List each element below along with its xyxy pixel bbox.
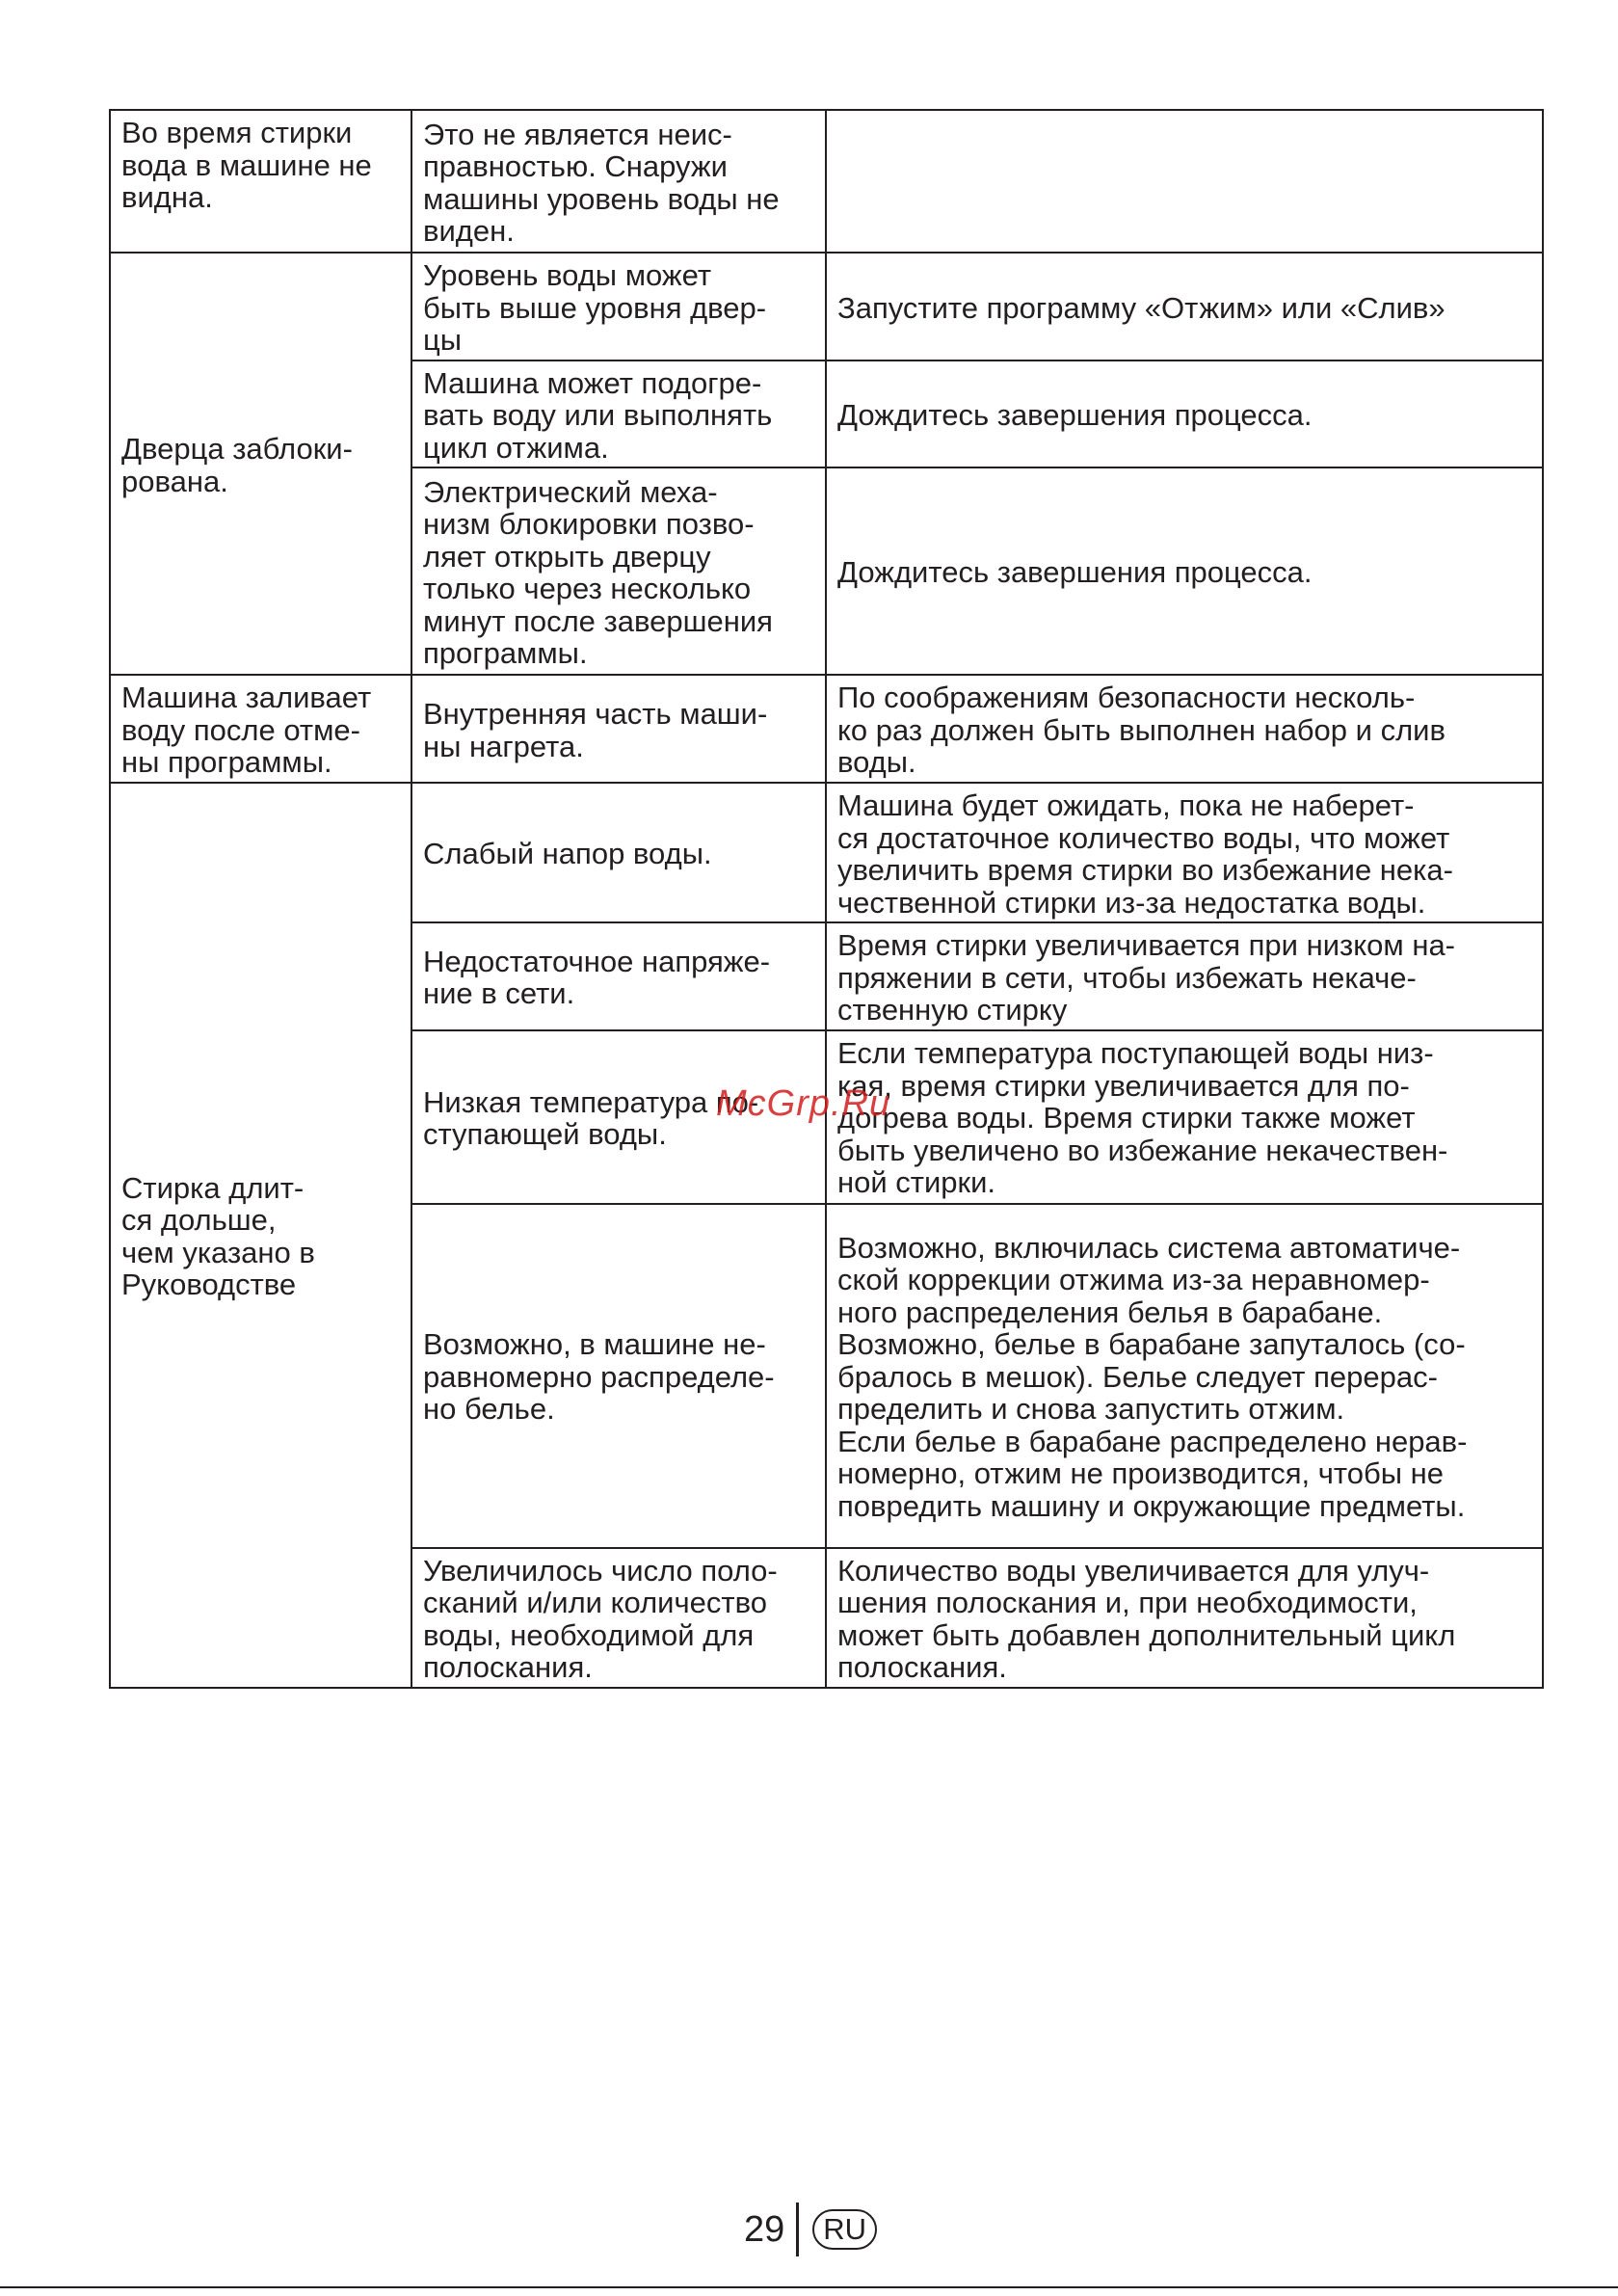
cause-cell: Увеличилось число поло- сканий и/или количество воды, необходимой для полоскания.	[411, 1548, 826, 1688]
solution-cell: Возможно, включилась система автоматиче- ской коррекции отжима из-за неравномер- ного распределения белья в барабане. Возможно, белье в барабане запуталось (со- бралось в мешок). Белье следует перерас- пределить и снова запустить отжим. Если белье в барабане распределено нерав- номерно, отжим не производится, чтобы не повредить машину и окружающие предметы.	[826, 1204, 1543, 1548]
cause-cell: Недостаточное напряже- ние в сети.	[411, 922, 826, 1030]
solution-cell: Дождитесь завершения процесса.	[826, 467, 1543, 675]
cause-cell: Электрический меха- низм блокировки позво- ляет открыть дверцу только через несколько минут после завершения программы.	[411, 467, 826, 675]
watermark: McGrp.Ru	[716, 1083, 891, 1124]
cause-cell: Машина может подогре- вать воду или выполнять цикл отжима.	[411, 360, 826, 468]
cause-cell: Слабый напор воды.	[411, 783, 826, 922]
table-row	[110, 110, 1543, 253]
solution-cell: Запустите программу «Отжим» или «Слив»	[826, 253, 1543, 360]
problem-cell: Дверца заблоки- рована.	[110, 253, 411, 675]
problem-cell: Стирка длит- ся дольше, чем указано в Руководстве	[110, 783, 411, 1688]
troubleshooting-table	[109, 109, 1544, 1689]
footer-divider	[796, 2203, 799, 2256]
cause-cell: Возможно, в машине не- равномерно распределе- но белье.	[411, 1204, 826, 1548]
page-footer	[744, 2203, 877, 2256]
cause-cell: Уровень воды может быть выше уровня двер- цы	[411, 253, 826, 360]
table-row	[110, 253, 1543, 360]
solution-cell: Машина будет ожидать, пока не наберет- ся достаточное количество воды, что может увеличить время стирки во избежание нека- чественной стирки из-за недостатка воды.	[826, 783, 1543, 922]
problem-cell: Машина заливает воду после отме- ны программы.	[110, 675, 411, 783]
solution-cell: Количество воды увеличивается для улуч- шения полоскания и, при необходимости, может быть добавлен дополнительный цикл полоскания.	[826, 1548, 1543, 1688]
solution-cell: По соображениям безопасности несколь- ко раз должен быть выполнен набор и слив воды.	[826, 675, 1543, 783]
cause-cell: Это не является неис- правностью. Снаружи машины уровень воды не виден.	[411, 110, 826, 253]
language-badge: RU	[812, 2209, 877, 2250]
page-number: 29	[744, 2208, 785, 2250]
table-row	[110, 675, 1543, 783]
solution-cell: Дождитесь завершения процесса.	[826, 360, 1543, 468]
problem-cell: Во время стирки вода в машине не видна.	[110, 110, 411, 253]
table-row	[110, 783, 1543, 922]
cause-cell: Низкая температура по- ступающей воды.	[411, 1030, 826, 1204]
solution-cell: Время стирки увеличивается при низком на- пряжении в сети, чтобы избежать некаче- ственную стирку	[826, 922, 1543, 1030]
cause-cell: Внутренняя часть маши- ны нагрета.	[411, 675, 826, 783]
solution-cell: Если температура поступающей воды низ- кая, время стирки увеличивается для по- догрева воды. Время стирки также может быть увеличено во избежание некачествен- ной стирки.	[826, 1030, 1543, 1204]
solution-cell	[826, 110, 1543, 253]
bottom-rule	[0, 2286, 1618, 2288]
